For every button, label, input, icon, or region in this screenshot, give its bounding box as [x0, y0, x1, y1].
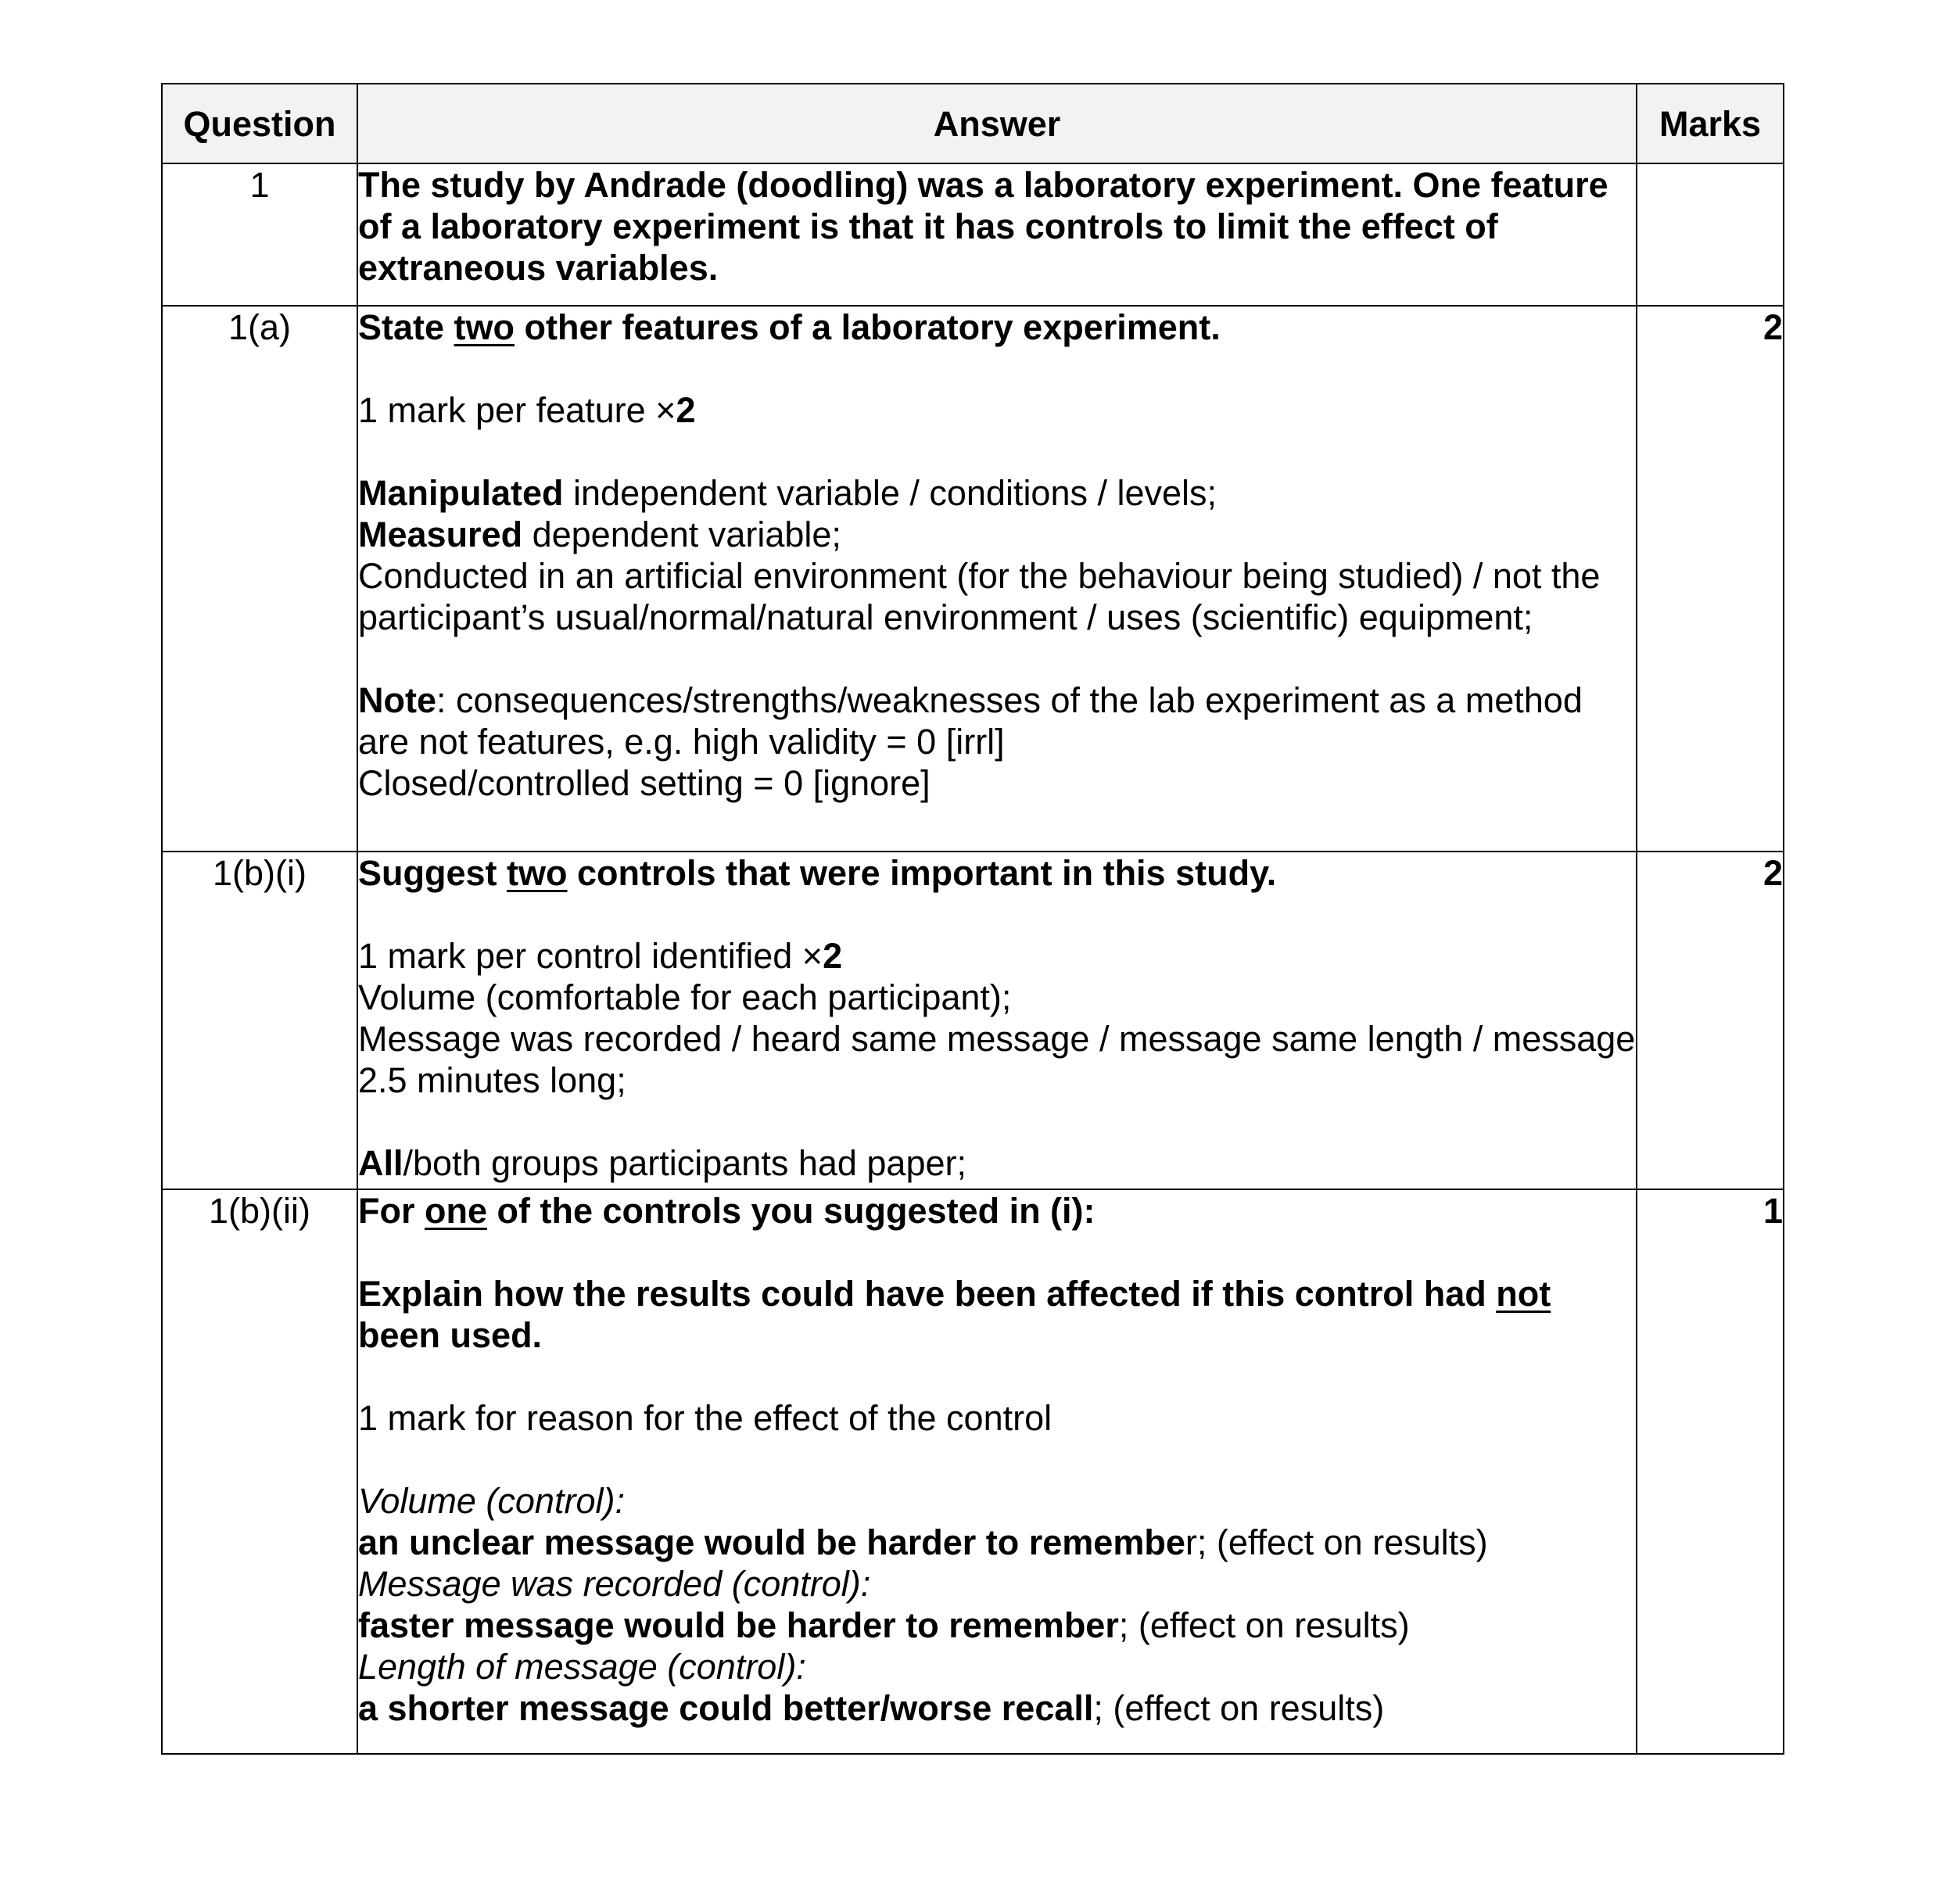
underlined-word: not [1496, 1274, 1551, 1314]
marks-cell [1637, 163, 1784, 306]
mark-rule: 1 mark for reason for the effect of the control [358, 1398, 1052, 1438]
mark-rule: 1 mark per control identified ×2 [358, 936, 843, 976]
question-number: 1(b)(ii) [162, 1189, 357, 1754]
mark-rule: 1 mark per feature ×2 [358, 390, 696, 430]
marks-cell: 1 [1637, 1189, 1784, 1754]
mark-scheme-table [161, 83, 1784, 1755]
underlined-word: two [507, 853, 568, 893]
answer-line: an unclear message would be harder to remember; (effect on results) [358, 1522, 1488, 1562]
control-label: Length of message (control): [358, 1647, 806, 1687]
answer-column-header: Answer [357, 84, 1637, 163]
header-row [162, 84, 1784, 163]
underlined-word: one [425, 1191, 488, 1231]
question-prompt: State two other features of a laboratory experiment. [358, 307, 1221, 347]
acceptable-answers [358, 1480, 1636, 1729]
times-symbol: × [655, 390, 676, 430]
answer-cell [357, 852, 1637, 1189]
acceptable-answers [358, 935, 1636, 1101]
table-row-1bii [162, 1189, 1784, 1754]
control-label: Volume (control): [358, 1481, 625, 1521]
acceptable-answers [358, 472, 1636, 638]
answer-cell [357, 1189, 1637, 1754]
control-label: Message was recorded (control): [358, 1564, 871, 1604]
question-stem: The study by Andrade (doodling) was a laboratory experiment. One feature of a laboratory experiment is that it has controls to limit the effect of extraneous variables. [358, 165, 1608, 288]
question-prompt: Explain how the results could have been affected if this control had not been used. [358, 1274, 1551, 1355]
answer-line: Message was recorded / heard same message / message same length / message 2.5 minutes long; [358, 1019, 1636, 1100]
marks-cell: 2 [1637, 852, 1784, 1189]
marks-cell: 2 [1637, 306, 1784, 852]
answer-cell [357, 306, 1637, 852]
table-row-1bi [162, 852, 1784, 1189]
note-line: Closed/controlled setting = 0 [ignore] [358, 763, 931, 803]
answer-line: Manipulated independent variable / conditions / levels; [358, 473, 1217, 513]
question-number: 1(a) [162, 306, 357, 852]
question-prompt: For one of the controls you suggested in (i): [358, 1191, 1096, 1231]
question-prompt: Suggest two controls that were important in this study. [358, 853, 1277, 893]
question-number: 1 [162, 163, 357, 306]
table-row-intro [162, 163, 1784, 306]
answer-line: All/both groups participants had paper; [358, 1143, 966, 1183]
question-number: 1(b)(i) [162, 852, 357, 1189]
answer-line: Volume (comfortable for each participant); [358, 977, 1012, 1017]
note-label: Note [358, 680, 436, 720]
answer-line: faster message would be harder to remember; (effect on results) [358, 1605, 1410, 1645]
answer-cell [357, 163, 1637, 306]
question-column-header: Question [162, 84, 357, 163]
times-symbol: × [801, 936, 823, 976]
marks-column-header: Marks [1637, 84, 1784, 163]
underlined-word: two [454, 307, 515, 347]
answer-line: a shorter message could better/worse recall; (effect on results) [358, 1688, 1385, 1728]
answer-line: Conducted in an artificial environment (for the behaviour being studied) / not the participant’s usual/normal/natural environment / uses (scientific) equipment; [358, 556, 1601, 637]
examiner-note: Note: consequences/strengths/weaknesses of the lab experiment as a method are not features, e.g. high validity = 0 [irrl] Closed/controlled setting = 0 [ignore] [358, 679, 1636, 804]
answer-line: Measured dependent variable; [358, 515, 841, 554]
table-row-1a [162, 306, 1784, 852]
